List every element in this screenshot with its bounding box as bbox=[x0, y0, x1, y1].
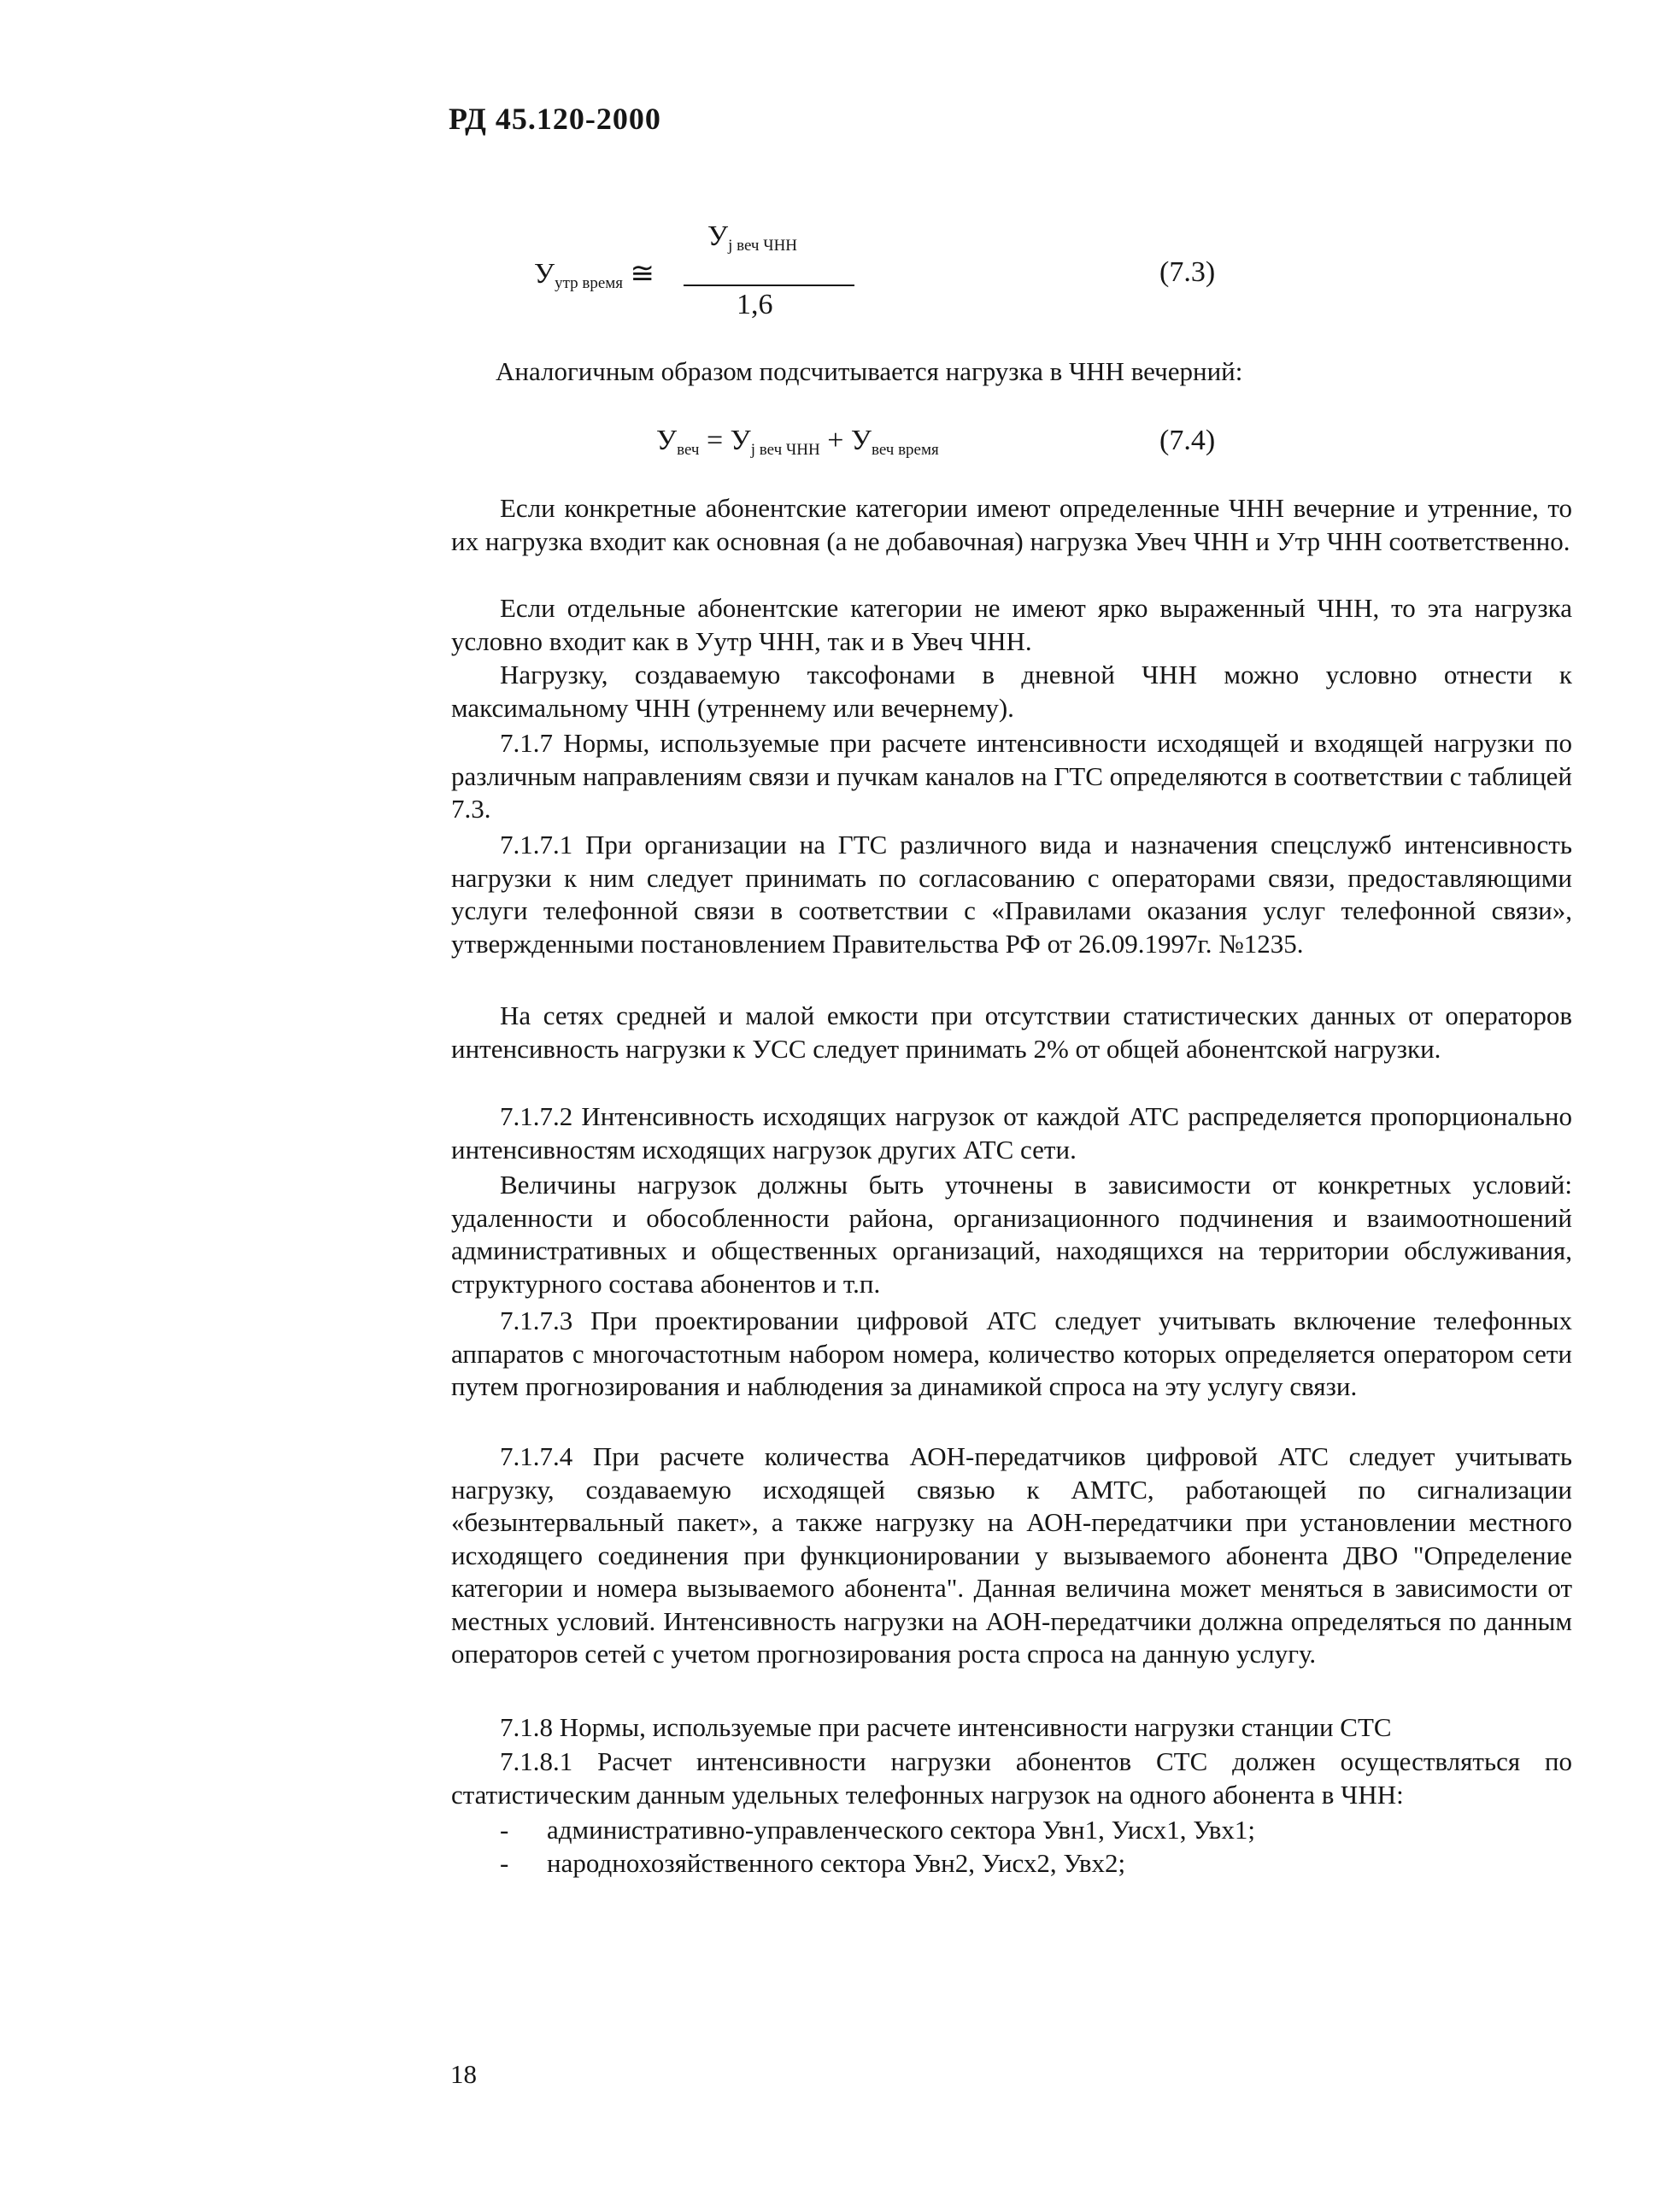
paragraph: 7.1.7 Нормы, используемые при расчете интенсивности исходящей и входящей нагрузки по различным направлениям связи и пучкам каналов на ГТС определяются в соответствии с таблицей 7.3. bbox=[451, 728, 1572, 824]
paragraph: 7.1.7.3 При проектировании цифровой АТС следует учитывать включение телефонных аппаратов с многочастотным набором номера, количество которых определяется оператором сети путем прогнозирования и наблюдения за динамикой спроса на эту услугу связи. bbox=[451, 1305, 1572, 1401]
list-marker: - bbox=[500, 1848, 509, 1878]
paragraph: Если отдельные абонентские категории не имеют ярко выраженный ЧНН, то эта нагрузка условно входит как в Уутр ЧНН, так и в Увеч ЧНН. bbox=[451, 593, 1572, 656]
paragraph: 7.1.8.1 Расчет интенсивности нагрузки абонентов СТС должен осуществляться по статистическим данным удельных телефонных нагрузок на одного абонента в ЧНН: bbox=[451, 1746, 1572, 1810]
formula-lhs: $У_{утр время}$ ≅ bbox=[534, 258, 655, 292]
formula-numerator: $У_{j веч ЧНН}$ bbox=[707, 220, 798, 255]
paragraph: 7.1.7.1 При организации на ГТС различного вида и назначения спецслужб интенсивность нагрузки к ним следует принимать по согласованию с операторами связи, предоставляющими услуги телефонной связи в соответствии с «Правилами оказания услуг телефонной связи», утвержденными постановлением Правительства РФ от 26.09.1997г. №1235. bbox=[451, 830, 1572, 959]
paragraph: Величины нагрузок должны быть уточнены в зависимости от конкретных условий: удаленности и обособленности района, организационного подчинения и взаимоотношений административных и общественных организаций, находящихся на территории обслуживания, структурного состава абонентов и т.п. bbox=[451, 1170, 1572, 1299]
formula-7-4-intro: Аналогичным образом подсчитывается нагрузка в ЧНН вечерний: bbox=[496, 356, 1243, 386]
formula-denominator: 1,6 bbox=[737, 289, 773, 320]
list-item: - административно-управленческого сектора Увн1, Уисх1, Увх1; bbox=[500, 1814, 1572, 1847]
paragraph: 7.1.7.4 При расчете количества АОН-передатчиков цифровой АТС следует учитывать нагрузку, создаваемую исходящей связью к АМТС, работающей по сигнализации «безынтервальный пакет», а также нагрузку на АОН-передатчики при установлении местного исходящего соединения при функционировании у вызываемого абонента ДВО "Определение категории и номера вызываемого абонента". Данная величина может меняться в зависимости от местных условий. Интенсивность нагрузки на АОН-передатчики должна определяться по данным операторов сетей с учетом прогнозирования роста спроса на данную услугу. bbox=[451, 1441, 1572, 1669]
list-item: - народнохозяйственного сектора Увн2, Уисх2, Увх2; bbox=[500, 1847, 1572, 1880]
paragraph: 7.1.8 Нормы, используемые при расчете интенсивности нагрузки станции СТС bbox=[500, 1712, 1392, 1742]
document-header: РД 45.120-2000 bbox=[449, 102, 661, 136]
paragraph: 7.1.7.2 Интенсивность исходящих нагрузок от каждой АТС распределяется пропорционально интенсивностям исходящих нагрузок других АТС сети. bbox=[451, 1101, 1572, 1165]
equation-number: (7.3) bbox=[1159, 256, 1216, 288]
page-number: 18 bbox=[450, 2059, 477, 2089]
formula-7-4: $У_{веч} = У_{j веч ЧНН} + У_{веч время}$ bbox=[656, 425, 939, 459]
fraction-bar bbox=[684, 285, 854, 286]
paragraph: Если конкретные абонентские категории имеют определенные ЧНН вечерние и утренние, то их нагрузка входит как основная (а не добавочная) нагрузка Увеч ЧНН и Утр ЧНН соответственно. bbox=[451, 493, 1572, 556]
paragraph: Нагрузку, создаваемую таксофонами в дневной ЧНН можно условно отнести к максимальному ЧНН (утреннему или вечернему). bbox=[451, 660, 1572, 723]
equation-number: (7.4) bbox=[1159, 425, 1216, 456]
list-marker: - bbox=[500, 1815, 509, 1845]
paragraph: На сетях средней и малой емкости при отсутствии статистических данных от операторов интенсивность нагрузки к УСС следует принимать 2% от общей абонентской нагрузки. bbox=[451, 1000, 1572, 1064]
